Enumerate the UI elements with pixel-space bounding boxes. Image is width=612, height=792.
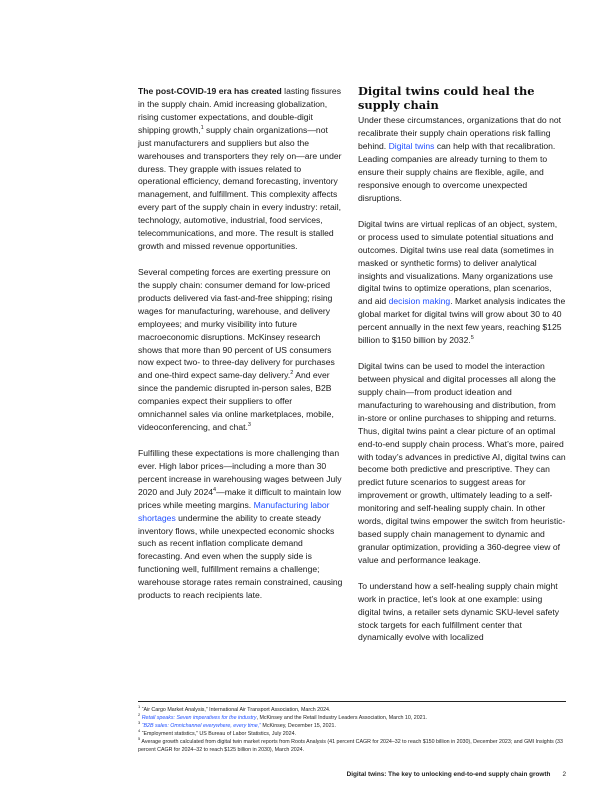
footnote-ref[interactable]: 1 (200, 124, 204, 131)
page-number: 2 (562, 771, 566, 778)
footnote-5 (138, 735, 570, 755)
footnote-link[interactable]: Retail speaks: Seven imperatives for the industry (141, 714, 257, 721)
paragraph-recalibrate (358, 114, 566, 204)
footnote-text: “Air Cargo Market Analysis,” International Air Transport Association, March 2024. (141, 707, 331, 713)
text: . Market analysis indicates the global market for digital twins will grow about 30 to 40 percent annually in the next few years, reaching $125 billion to $150 billion by 2032. (358, 296, 566, 346)
paragraph-example: To understand how a self-healing supply chain might work in practice, let’s look at one example: using digital twins, a retailer sets dynamic SKU-level safety stock targets for each fulfillment center that dynamically evolve with localized (358, 580, 560, 643)
text: lasting fissures in the supply chain. Amid increasing globalization, rising customer expectations, and double-digit shipping growth, (138, 86, 341, 135)
link-labor-shortages[interactable]: Manufacturing labor shortages (138, 499, 330, 523)
text: undermine the ability to create steady inventory flows, while unexpected economic shocks such as recent inflation complicate demand forecasting. And even when the supply side is functioning well, fulfillment remains a challenge; warehouse storage rates remain constrained, causing products to reach recipients late. (138, 512, 343, 601)
footnote-4 (138, 728, 570, 739)
footer-title: Digital twins: The key to unlocking end-to-end supply chain growth (346, 771, 551, 778)
paragraph-intro (138, 85, 343, 253)
text: Several competing forces are exerting pressure on the supply chain: consumer demand for low-priced products delivered via fast-and-free shipping; rising wages for manufacturing, warehouse, and delivery employees; and murky visibility into future macroeconomic disruptions. McKinsey research shows that more than 90 percent of US consumers now expect two- to three-day delivery for purchases and one-third expect same-day delivery. (138, 266, 335, 381)
text: can help with that recalibration. Leading companies are already turning to them to ensure their supply chains are flexible, agile, and responsive enough to overcome unexpected disruptions. (358, 141, 556, 203)
paragraph-modeling: Digital twins can be used to model the interaction between physical and digital processes all along the supply chain—from product ideation and manufacturing to warehousing and distribution, from in-store or online purchases to shipping and returns. Thus, digital twins paint a clear picture of an optimal end-to-end supply chain process. What’s more, paired with today’s advances in predictive AI, digital twins can become both predictive and prescriptive. They can predict future scenarios to suggest areas for improvement or growth, ultimately leading to a self-monitoring and self-healing supply chain. In other words, digital twins empower the switch from heuristic-based supply chain management to dynamic and granular optimization, providing a 360-degree view of value and performance leakage. (358, 361, 566, 565)
footnote-divider (138, 701, 566, 702)
right-column (358, 85, 566, 657)
footnotes (138, 704, 570, 755)
footnote-ref[interactable]: 3 (247, 422, 251, 429)
text: And ever since the pandemic disrupted in-person sales, B2B companies expect their suppliers to offer omnichannel sales via online marketplaces, mobile, videoconferencing, and chat. (138, 370, 334, 433)
footnote-ref[interactable]: 4 (213, 486, 217, 493)
footnote-link[interactable]: “B2B sales: Omnichannel everywhere, every time,” (141, 722, 261, 729)
footnote-ref[interactable]: 5 (470, 335, 474, 342)
footnote-number: 2 (138, 712, 141, 718)
text: supply chain organizations—not just manufacturers and suppliers but also the warehouses and transporters they rely on—are under duress. They grapple with issues related to operational efficiency, demand forecasting, inventory management, and fulfillment. This complexity affects every part of the supply chain in every industry: retail, technology, automotive, industrial, food services, telecommunications, and more. The result is stalled growth and missed revenue opportunities. (138, 124, 342, 252)
footnote-number: 1 (138, 704, 141, 710)
text: Fulfilling these expectations is more challenging than ever. High labor prices—including a more than 30 percent increase in warehousing wages between July 2020 and July 2024 (138, 447, 342, 497)
section-heading: Digital twins could heal the supply chain (358, 84, 535, 112)
footnote-text: McKinsey, December 15, 2021. (260, 722, 336, 729)
text: Under these circumstances, organizations that do not recalibrate their supply chain operations risk falling behind. (358, 115, 562, 152)
footnote-number: 3 (138, 720, 141, 726)
footnote-text: “Employment statistics,” US Bureau of Labor Statistics, July 2024. (141, 730, 296, 737)
footnote-text: , McKinsey and the Retail Industry Leaders Association, March 10, 2021. (256, 714, 428, 721)
footnote-number: 4 (138, 728, 141, 734)
paragraph-expectations (138, 447, 343, 602)
paragraph-definition (358, 218, 566, 347)
footnote-ref[interactable]: 2 (290, 370, 294, 377)
text: Digital twins are virtual replicas of an object, system, or process used to simulate potential situations and outcomes. Digital twins use real data (sometimes in masked or synthetic forms) to deliver analytical insights and visualizations. Many organizations use digital twins to optimize operations, plan scenarios, and aid (358, 218, 558, 307)
link-digital-twins[interactable]: Digital twins (388, 141, 435, 152)
footnote-number: 5 (138, 735, 141, 741)
left-column (138, 85, 343, 615)
paragraph-forces (138, 266, 343, 434)
lead-in: The post-COVID-19 era has created (138, 86, 282, 96)
link-decision-making[interactable]: decision making (388, 296, 451, 307)
page-footer (138, 771, 566, 778)
footnote-text: Average growth calculated from digital twin market reports from Roots Analysis (41 percent CAGR for 2024–32 to reach $150 billion in 2030), December 2023; and GMI Insights (33 percent CAGR for 2024–32 to reach $125 billion in 2030), March 2024. (138, 738, 563, 753)
text: —make it difficult to maintain low prices while meeting margins. (138, 486, 342, 510)
